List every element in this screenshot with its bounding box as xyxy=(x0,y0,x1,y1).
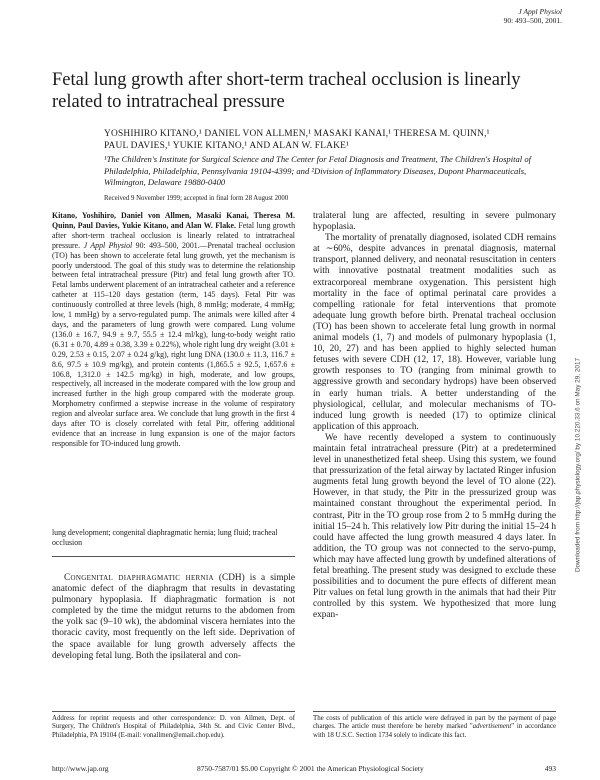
download-watermark-text: Downloaded from http://jap.physiology.org/ by 10.220.33.6 on May 29, 2017 xyxy=(574,357,582,573)
abstract xyxy=(52,211,295,449)
footnote-divider-left xyxy=(52,711,295,712)
author-list xyxy=(104,129,564,152)
page-number: 493 xyxy=(544,764,556,773)
affiliation: ¹The Children's Institute for Surgical Science and The Center for Fetal Diagnosis and Treatment, The Children's Hospital of Philadelphia, Philadelphia, Pennsylvania 19104-4399; and ²Division of Inflammatory Diseases, Dupont Pharmaceuticals, Wilmington, Delaware 19880-0400 xyxy=(104,154,532,188)
publication-cost-footnote xyxy=(313,715,556,740)
intro-text: (CDH) is a simple anatomic defect of the diaphragm that results in devastating pulmonary hypoplasia. If diaphragmatic formation is not completed by the time the midgut returns to the abdomen from the yolk sac (9–10 wk), the abdominal viscera herniates into the thoracic cavity, most frequently on the left side. Deprivation of the space available for lung growth adversely affects the developing fetal lung. Both the ipsilateral and con- xyxy=(52,573,295,661)
intro-right-paragraph-2: We have recently developed a system to continuously maintain fetal intratracheal pressure (Pitr) at a predetermined level in unanesthetized fetal sheep. Using this system, we found that pressurization of the fetal airway by lactated Ringer infusion augments fetal lung growth beyond the level of TO alone (22). However, in that study, the Pitr in the pressurized group was maintained constant throughout the experimental period. In contrast, Pitr in the TO group rose from 2 to 5 mmHg during the initial 15–24 h. This relatively low Pitr during the initial 15–24 h could have affected the lung growth measured 4 days later. In addition, the TO group was not connected to the servo-pump, which may have affected lung growth by undefined alterations of fetal breathing. The present study was designed to exclude these possibilities and to document the pure effects of different mean Pitr values on fetal lung growth in the animals that had their Pitr controlled by this system. We hypothesized that more lung expan- xyxy=(313,432,556,621)
author-line-2: PAUL DAVIES,¹ YUKIE KITANO,¹ AND ALAN W. FLAKE¹ xyxy=(104,140,350,151)
journal-url[interactable]: http://www.jap.org xyxy=(52,764,109,773)
journal-name: J Appl Physiol xyxy=(518,7,562,16)
abstract-authors: Kitano, Yoshihiro, Daniel von Allmen, Masaki Kanai, Theresa M. Quinn, Paul Davies, Yukie Kitano, and Alan W. Flake. xyxy=(52,211,295,230)
abstract-citation-ref: 90: 493–500, 2001. xyxy=(135,240,200,250)
journal-header xyxy=(504,7,562,25)
download-watermark xyxy=(573,250,583,680)
footnote-right-italic: advertisement xyxy=(472,723,512,731)
journal-citation: 90: 493–500, 2001. xyxy=(503,16,562,25)
keywords: lung development; congenital diaphragmatic hernia; lung fluid; tracheal occlusion xyxy=(52,528,278,547)
footnote-right-a: The costs of publication of this article were defrayed in part by the payment of page charges. The article must therefore be hereby marked " xyxy=(313,715,556,731)
intro-paragraph-1 xyxy=(52,573,295,662)
correspondence-footnote: Address for reprint requests and other correspondence: D. von Allmen, Dept. of Surgery, The Children's Hospital of Philadelphia, 34th St. and Civic Center Blvd., Philadelphia, PA 19104 (E-mail: vonallmen@email.chop.edu). xyxy=(52,715,295,739)
footnote-right-b: " in accordance with 18 U.S.C. Section 1734 solely to indicate this fact. xyxy=(313,723,556,739)
received-date: Received 9 November 1999; accepted in final form 28 August 2000 xyxy=(104,195,289,202)
abstract-divider xyxy=(52,556,295,557)
abstract-body: —Prenatal tracheal occlusion (TO) has been shown to accelerate fetal lung growth, yet the mechanism is poorly understood. The goal of this study was to determine the relationship between fetal intratracheal pressure (Pitr) and fetal lung growth after TO. Fetal lambs underwent placement of an intratracheal catheter and a reference catheter at 115–120 days gestation (term, 145 days). Fetal Pitr was continuously controlled at three levels (high, 8 mmHg; moderate, 4 mmHg; low, 1 mmHg) by a servo-regulated pump. The animals were killed after 4 days, and the parameters of lung growth were compared. Lung volume (136.0 ± 16.7, 94.9 ± 9.7, 55.5 ± 12.4 ml/kg), lung-to-body weight ratio (6.31 ± 0.70, 4.89 ± 0.38, 3.39 ± 0.22%), whole right lung dry weight (3.01 ± 0.29, 2.53 ± 0.15, 2.07 ± 0.24 g/kg), right lung DNA (130.0 ± 11.3, 116.7 ± 8.6, 97.5 ± 10.9 mg/kg), and protein contents (1,865.5 ± 92.5, 1,657.6 ± 106.8, 1,312.0 ± 142.5 mg/kg) in high, moderate, and low groups, respectively, all increased in the moderate compared with the low group and increased further in the high group compared with the moderate group. Morphometry confirmed a stepwise increase in the volume of respiratory region and alveolar surface area. We conclude that lung growth in the first 4 days after TO is closely correlated with fetal Pitr, offering additional evidence that an increase in lung expansion is one of the major factors responsible for TO-induced lung growth. xyxy=(52,240,295,448)
intro-lead: Congenital diaphragmatic hernia xyxy=(64,573,214,583)
abstract-journal-ref: J Appl Physiol xyxy=(83,240,133,250)
author-line-1: YOSHIHIRO KITANO,¹ DANIEL VON ALLMEN,¹ MASAKI KANAI,¹ THERESA M. QUINN,¹ xyxy=(104,129,490,139)
intro-left-column xyxy=(52,573,295,662)
abstract-title-ref: Fetal lung growth after short-term tracheal occlusion is linearly related to intratracheal pressure. xyxy=(52,220,295,250)
intro-right-continuation: tralateral lung are affected, resulting in severe pulmonary hypoplasia. xyxy=(313,211,556,233)
footnote-divider-right xyxy=(313,711,556,712)
article-title: Fetal lung growth after short-term tracheal occlusion is linearly related to intratracheal pressure xyxy=(52,70,521,112)
copyright-line: 8750-7587/01 $5.00 Copyright © 2001 the American Physiological Society xyxy=(197,764,424,773)
intro-right-column xyxy=(313,211,556,621)
intro-right-paragraph-1: The mortality of prenatally diagnosed, isolated CDH remains at ∼60%, despite advances in prenatal diagnosis, maternal transport, planned delivery, and neonatal resuscitation in centers with innovative postnatal treatment modalities such as extracorporeal membrane oxygenation. This persistent high mortality in the face of optimal perinatal care provides a compelling rationale for fetal interventions that promote adequate lung growth before birth. Prenatal tracheal occlusion (TO) has been shown to accelerate fetal lung growth in normal animal models (1, 7) and models of pulmonary hypoplasia (1, 10, 20, 27) and has been applied to highly selected human fetuses with severe CDH (12, 17, 18). However, variable lung growth responses to TO (ranging from minimal growth to aggressive growth and secondary hydrops) have been observed in early human trials. A better understanding of the physiological, cellular, and molecular mechanisms of TO-induced lung growth is needed (17) to optimize clinical application of this approach. xyxy=(313,233,556,432)
